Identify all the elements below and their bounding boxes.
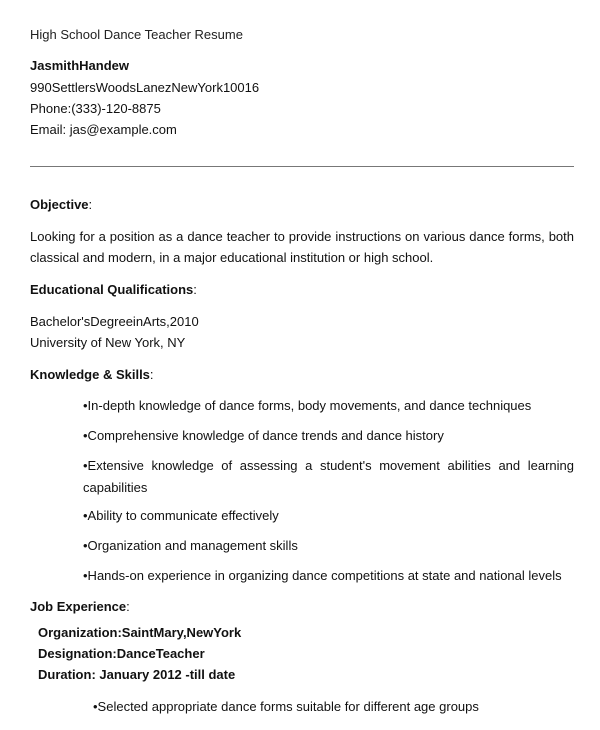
phone-line: Phone:(333)-120-8875 [30, 101, 161, 116]
skill-item: •Extensive knowledge of assessing a student's movement abilities and learning capabilities [83, 458, 574, 495]
section-divider [30, 166, 574, 167]
degree-line: Bachelor'sDegreeinArts,2010 [30, 314, 199, 329]
skill-item: •Ability to communicate effectively [83, 508, 279, 523]
education-heading [30, 282, 197, 297]
duration-line: Duration: January 2012 -till date [38, 667, 236, 682]
address-line: 990SettlersWoodsLanezNewYork10016 [30, 80, 260, 95]
objective-heading [30, 197, 92, 212]
heading-colon: : [88, 197, 93, 212]
experience-heading [30, 599, 130, 614]
document-title: High School Dance Teacher Resume [30, 27, 243, 42]
skills-heading-label: Knowledge & Skills [30, 367, 150, 382]
designation-line: Designation:DanceTeacher [38, 646, 205, 661]
school-line: University of New York, NY [30, 335, 186, 350]
organization-line: Organization:SaintMary,NewYork [38, 625, 242, 640]
heading-colon: : [193, 282, 197, 297]
objective-heading-label: Objective [30, 197, 89, 212]
heading-colon: : [149, 367, 154, 382]
candidate-name: JasmithHandew [30, 58, 129, 73]
skill-item: •Hands-on experience in organizing dance competitions at state and national levels [83, 568, 562, 583]
experience-heading-label: Job Experience [30, 599, 127, 614]
objective-text: Looking for a position as a dance teacher to provide instructions on various dance forms, both classical and modern, in a major educational institution or high school. [30, 229, 574, 265]
skill-item: •Organization and management skills [83, 538, 298, 553]
duty-item: •Selected appropriate dance forms suitable for different age groups [93, 699, 479, 714]
email-line: Email: jas@example.com [30, 122, 177, 137]
skills-heading [30, 367, 154, 382]
skill-item: •Comprehensive knowledge of dance trends and dance history [83, 428, 444, 443]
skill-item: •In-depth knowledge of dance forms, body movements, and dance techniques [83, 398, 532, 413]
heading-colon: : [126, 599, 130, 614]
education-heading-label: Educational Qualifications [30, 282, 194, 297]
